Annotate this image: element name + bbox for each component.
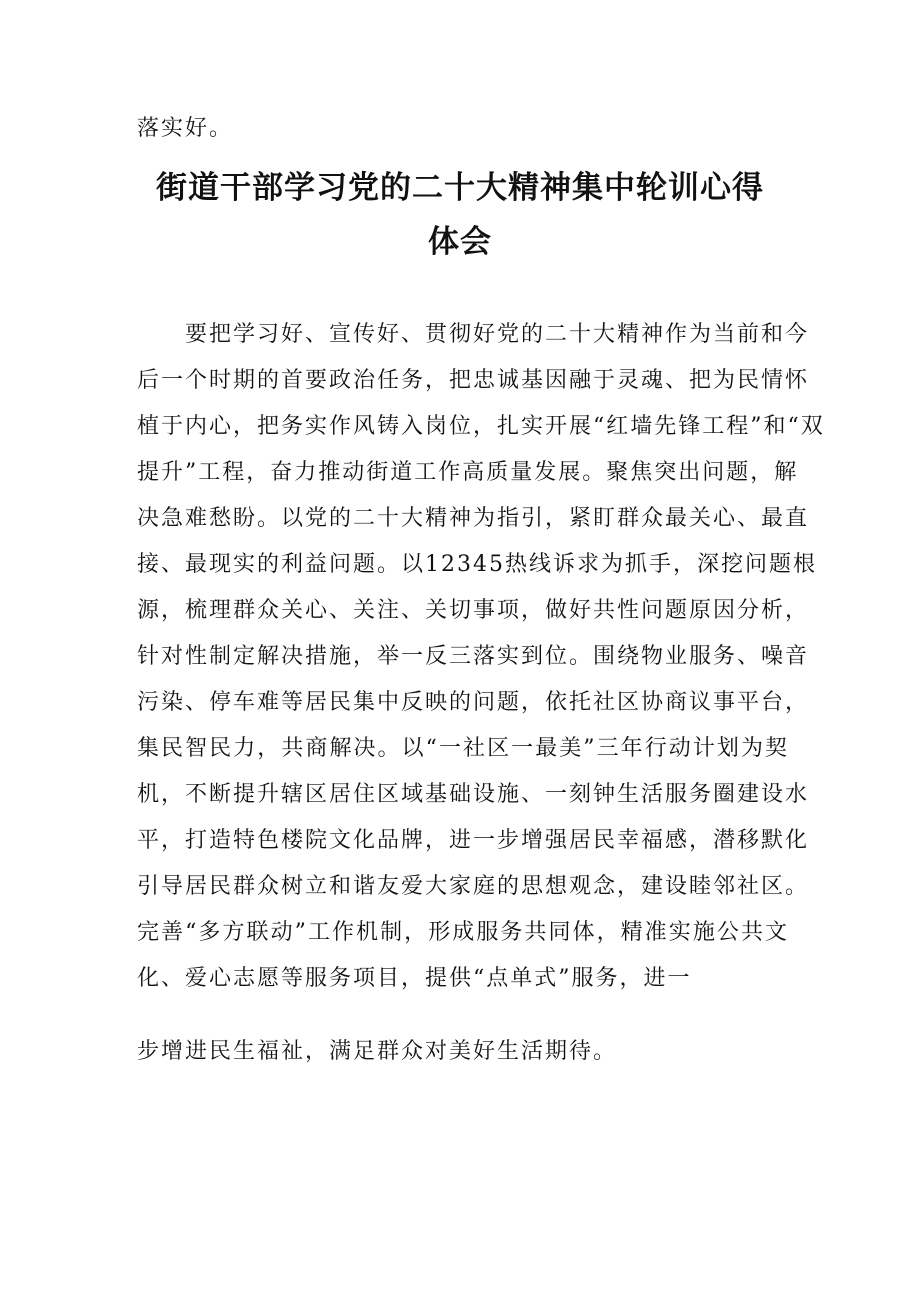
body-line-1: 要把学习好、宣传好、贯彻好党的二十大精神作为当前和今 [185,322,810,347]
body-line-15: 化、爱心志愿等服务项目，提供“点单式”服务，进一 [137,966,692,991]
body-line-14: 完善“多方联动”工作机制，形成服务共同体，精准实施公共文 [137,920,789,945]
body-line-6: 接、最现实的利益问题。以12345热线诉求为抓手，深挖问题根 [137,552,817,577]
body-line-10: 集民智民力，共商解决。以“一社区一最美”三年行动计划为契 [137,736,789,761]
body-line-12: 平，打造特色楼院文化品牌，进一步增强居民幸福感，潜移默化 [137,828,810,853]
body-line-2: 后一个时期的首要政治任务，把忠诚基因融于灵魂、把为民情怀 [137,368,810,393]
body-line-16: 步增进民生福祉，满足群众对美好生活期待。 [137,1039,618,1064]
body-line-13: 引导居民群众树立和谐友爱大家庭的思想观念，建设睦邻社区。 [137,874,810,899]
document-title-line-2: 体会 [428,224,492,260]
body-line-8: 针对性制定解决措施，举一反三落实到位。围绕物业服务、噪音 [137,644,810,669]
body-line-4: 提升”工程，奋力推动街道工作高质量发展。聚焦突出问题，解 [137,460,799,485]
body-line-3: 植于内心，把务实作风铸入岗位，扎实开展“红墙先锋工程”和“双 [137,414,825,439]
previous-paragraph-tail: 落实好。 [137,116,234,141]
body-line-5: 决急难愁盼。以党的二十大精神为指引，紧盯群众最关心、最直 [137,506,810,531]
body-line-7: 源，梳理群众关心、关注、关切事项，做好共性问题原因分析， [137,598,810,623]
body-line-9: 污染、停车难等居民集中反映的问题，依托社区协商议事平台， [137,690,810,715]
document-title-line-1: 街道干部学习党的二十大精神集中轮训心得 [156,170,764,206]
body-line-11: 机，不断提升辖区居住区域基础设施、一刻钟生活服务圈建设水 [137,782,810,807]
